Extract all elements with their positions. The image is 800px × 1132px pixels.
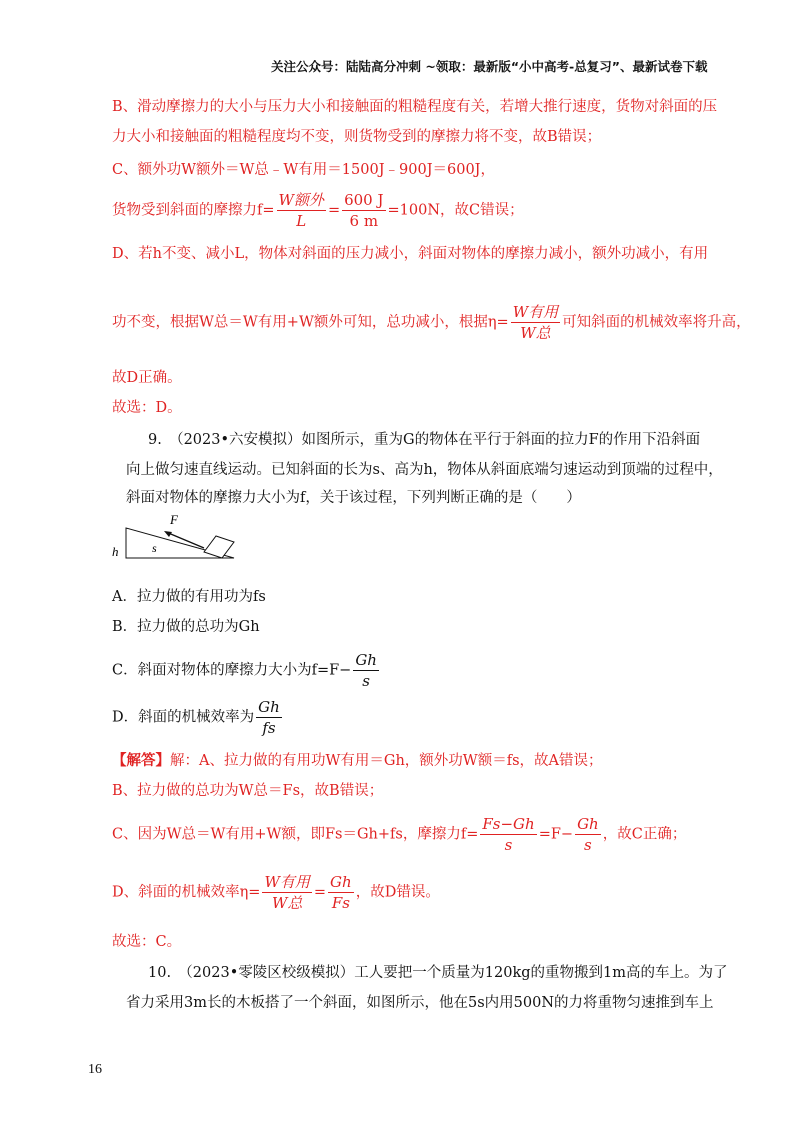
q9-ansd-frac1: $\frac{\text{W有用}}{\text{W总}}$ bbox=[264, 873, 310, 912]
q9-option-b[interactable]: B．拉力做的总功为Gh bbox=[112, 619, 260, 635]
prev-d2-pre: 功不变，根据W总＝W有用+W额外可知，总功减小，根据η= bbox=[112, 314, 509, 331]
incline-diagram bbox=[112, 512, 242, 560]
q10-stem-line2: 省力采用3m长的木板搭了一个斜面，如图所示，他在5s内用500N的力将重物匀速推到车上 bbox=[126, 995, 714, 1011]
q9-stem-line1: 9. （2023•六安模拟）如图所示，重为G的物体在平行于斜面的拉力F的作用下沿斜面 bbox=[148, 432, 701, 448]
q9-option-c-frac: $\frac{Gh}{s}$ bbox=[355, 651, 377, 690]
q9-ansd-frac2: $\frac{Gh}{Fs}$ bbox=[330, 873, 352, 912]
prev-b-line1: B、滑动摩擦力的大小与压力大小和接触面的粗糙程度有关，若增大推行速度，货物对斜面的压 bbox=[112, 99, 718, 115]
prev-d2-frac: $\frac{\text{W有用}}{\text{W总}}$ bbox=[512, 303, 559, 342]
prev-c2-frac2: $\frac{600 J}{6 m}$ bbox=[344, 191, 384, 230]
q9-option-c[interactable]: C．斜面对物体的摩擦力大小为f=F− $\frac{Gh}{s}$ bbox=[112, 651, 377, 690]
height-label: h bbox=[112, 544, 119, 559]
prev-d2-post: 可知斜面的机械效率将升高， bbox=[562, 314, 751, 331]
page-number: 16 bbox=[88, 1062, 102, 1077]
block bbox=[204, 536, 234, 558]
q9-ansc-frac2: $\frac{Gh}{s}$ bbox=[577, 815, 599, 854]
q9-answer-a: 【解答】解：A、拉力做的有用功W有用＝Gh，额外功W额＝fs，故A错误； bbox=[112, 752, 603, 769]
prev-d-line2 bbox=[112, 302, 751, 343]
q9-stem-line3: 斜面对物体的摩擦力大小为f，关于该过程，下列判断正确的是（ ） bbox=[126, 490, 581, 506]
prev-answer: 故选：D。 bbox=[112, 400, 182, 416]
prev-d-line3: 故D正确。 bbox=[112, 370, 182, 386]
q9-answer-c: C、因为W总＝W有用+W额，即Fs＝Gh+fs，摩擦力f= $\frac{Fs-Gh}{s}$ =F− $\frac{Gh}{s}$ ，故C正确； bbox=[112, 815, 687, 854]
q9-answer-d: D、斜面的机械效率η= $\frac{\text{W有用}}{\text{W总}}$ = $\frac{Gh}{Fs}$ ，故D错误。 bbox=[112, 873, 440, 912]
prev-c2-frac1: $\frac{\text{W额外}}{L}$ bbox=[278, 191, 324, 230]
q9-final-answer: 故选：C。 bbox=[112, 934, 182, 950]
q9-option-d-frac: $\frac{Gh}{fs}$ bbox=[258, 698, 280, 737]
q9-option-a[interactable]: A．拉力做的有用功为fs bbox=[112, 589, 266, 605]
q9-ansc-frac1: $\frac{Fs-Gh}{s}$ bbox=[482, 815, 535, 854]
prev-c2-pre: 货物受到斜面的摩擦力f= bbox=[112, 202, 275, 219]
force-arrow-line bbox=[166, 532, 204, 548]
prev-c-line2: 货物受到斜面的摩擦力f= $\frac{\text{W额外}}{L}$ = $\frac{600 J}{6 m}$ =100N，故C错误； bbox=[112, 191, 524, 230]
answer-tag: 【解答】 bbox=[112, 752, 170, 769]
length-label: s bbox=[152, 541, 157, 555]
q9-option-d[interactable]: D．斜面的机械效率为 $\frac{Gh}{fs}$ bbox=[112, 698, 280, 737]
prev-b-line2: 力大小和接触面的粗糙程度均不变，则货物受到的摩擦力将不变，故B错误； bbox=[112, 129, 602, 145]
prev-c2-post: =100N，故C错误； bbox=[387, 202, 524, 219]
q10-stem-line1: 10. （2023•零陵区校级模拟）工人要把一个质量为120kg的重物搬到1m高的车上。为了 bbox=[148, 965, 728, 981]
prev-c-line1: C、额外功W额外＝W总﹣W有用＝1500J﹣900J＝600J， bbox=[112, 162, 495, 178]
prev-d-line1: D、若h不变、减小L，物体对斜面的压力减小，斜面对物体的摩擦力减小，额外功减小，有用 bbox=[112, 246, 709, 262]
q9-answer-b: B、拉力做的总功为W总＝Fs，故B错误； bbox=[112, 783, 384, 799]
page-header: 关注公众号：陆陆高分冲刺 ~领取：最新版“小中高考-总复习”、最新试卷下载 bbox=[271, 59, 708, 74]
force-label: F bbox=[170, 512, 178, 527]
q9-stem-line2: 向上做匀速直线运动。已知斜面的长为s、高为h，物体从斜面底端匀速运动到顶端的过程中， bbox=[126, 462, 723, 478]
